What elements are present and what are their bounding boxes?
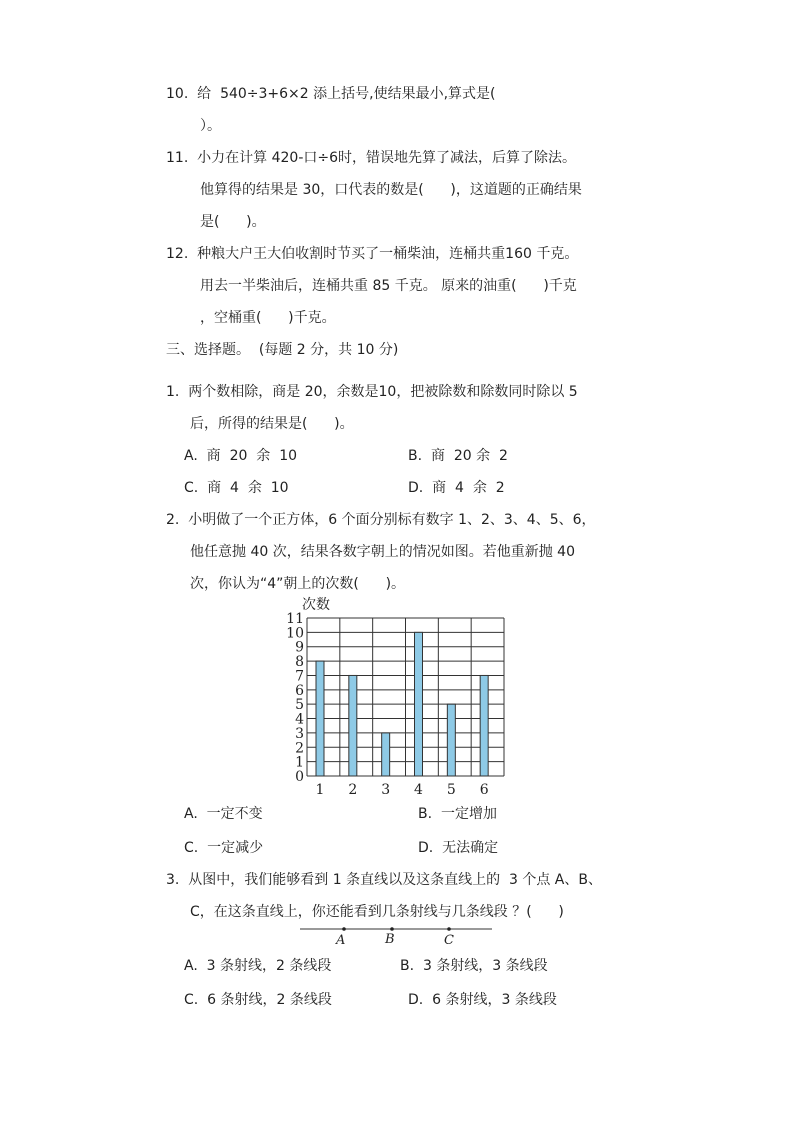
- c1-line1: 1. 两个数相除，商是 20，余数是10，把被除数和除数同时除以 5: [166, 384, 578, 400]
- y-tick-label: 10: [286, 625, 304, 642]
- q11-line2: 他算得的结果是 30，口代表的数是( )，这道题的正确结果: [200, 182, 582, 198]
- x-tick-label: 1: [315, 782, 325, 797]
- c3-option-a: A. 3 条射线，2 条线段: [184, 958, 332, 974]
- c3-option-d: D. 6 条射线，3 条线段: [408, 992, 557, 1008]
- y-tick-labels: [286, 611, 304, 785]
- c1-option-c: C. 商 4 余 10: [184, 480, 289, 496]
- x-tick-label: 5: [446, 782, 456, 797]
- bar: [415, 632, 423, 776]
- bar: [382, 733, 390, 776]
- q10-line1: 10. 给 540÷3+6×2 添上括号,使结果最小,算式是(: [166, 86, 496, 102]
- point-b-label: B: [385, 932, 395, 947]
- x-tick-label: 2: [348, 782, 358, 797]
- y-tick-label: 6: [295, 682, 304, 699]
- c2-option-d: D. 无法确定: [418, 840, 499, 856]
- point-a-label: A: [336, 933, 346, 948]
- point-b-dot: [390, 927, 394, 931]
- c1-option-d: D. 商 4 余 2: [408, 480, 505, 496]
- c2-line2: 他任意抛 40 次，结果各数字朝上的情况如图。若他重新抛 40: [190, 544, 575, 560]
- y-tick-label: 8: [295, 654, 304, 671]
- c1-line2: 后，所得的结果是( )。: [190, 416, 354, 432]
- c3-line1: 3. 从图中，我们能够看到 1 条直线以及这条直线上的 3 个点 A、B、: [166, 872, 602, 888]
- q12-line2: 用去一半柴油后，连桶共重 85 千克。 原来的油重( )千克: [200, 278, 577, 294]
- c3-option-b: B. 3 条射线，3 条线段: [400, 958, 548, 974]
- y-tick-label: 2: [295, 740, 304, 757]
- q12-line1: 12. 种粮大户王大伯收割时节买了一桶柴油，连桶共重160 千克。: [166, 246, 579, 262]
- q10-line2: ）。: [200, 118, 221, 134]
- c2-option-a: A. 一定不变: [184, 806, 263, 822]
- x-tick-label: 3: [381, 782, 391, 797]
- y-tick-label: 11: [286, 611, 304, 627]
- chart-grid: [307, 618, 504, 776]
- x-tick-label: 4: [414, 782, 423, 797]
- y-tick-label: 9: [295, 639, 304, 656]
- section-heading: 三、选择题。 (每题 2 分，共 10 分): [166, 342, 399, 358]
- c2-line3: 次，你认为“4”朝上的次数( )。: [190, 576, 406, 592]
- y-tick-label: 0: [295, 769, 304, 785]
- y-axis-label: 次数: [302, 597, 330, 613]
- q11-line3: 是( )。: [200, 214, 266, 230]
- point-c-dot: [447, 927, 451, 931]
- c2-line1: 2. 小明做了一个正方体，6 个面分别标有数字 1、2、3、4、5、6，: [166, 512, 596, 528]
- bar: [349, 675, 357, 776]
- point-a-dot: [342, 927, 346, 931]
- x-tick-labels: [316, 782, 489, 797]
- bar-chart: [282, 592, 517, 797]
- bar: [480, 675, 488, 776]
- c3-line2: C，在这条直线上，你还能看到几条射线与几条线段 ？( ): [190, 904, 564, 920]
- point-c-label: C: [444, 933, 454, 948]
- x-tick-label: 6: [479, 782, 489, 797]
- line-diagram: [298, 922, 498, 948]
- c1-option-b: B. 商 20 余 2: [408, 448, 508, 464]
- y-tick-label: 1: [295, 754, 304, 771]
- q11-line1: 11. 小力在计算 420-口÷6时，错误地先算了减法，后算了除法。: [166, 150, 577, 166]
- c1-option-a: A. 商 20 余 10: [184, 448, 298, 464]
- y-tick-label: 5: [295, 697, 304, 714]
- c3-option-c: C. 6 条射线，2 条线段: [184, 992, 332, 1008]
- y-tick-label: 3: [295, 725, 304, 742]
- bar: [316, 661, 324, 776]
- y-tick-label: 7: [295, 668, 304, 685]
- bar: [447, 704, 455, 776]
- q12-line3: ，空桶重( )千克。: [200, 310, 336, 326]
- c2-option-b: B. 一定增加: [418, 806, 497, 822]
- y-tick-label: 4: [295, 711, 304, 728]
- c2-option-c: C. 一定减少: [184, 840, 264, 856]
